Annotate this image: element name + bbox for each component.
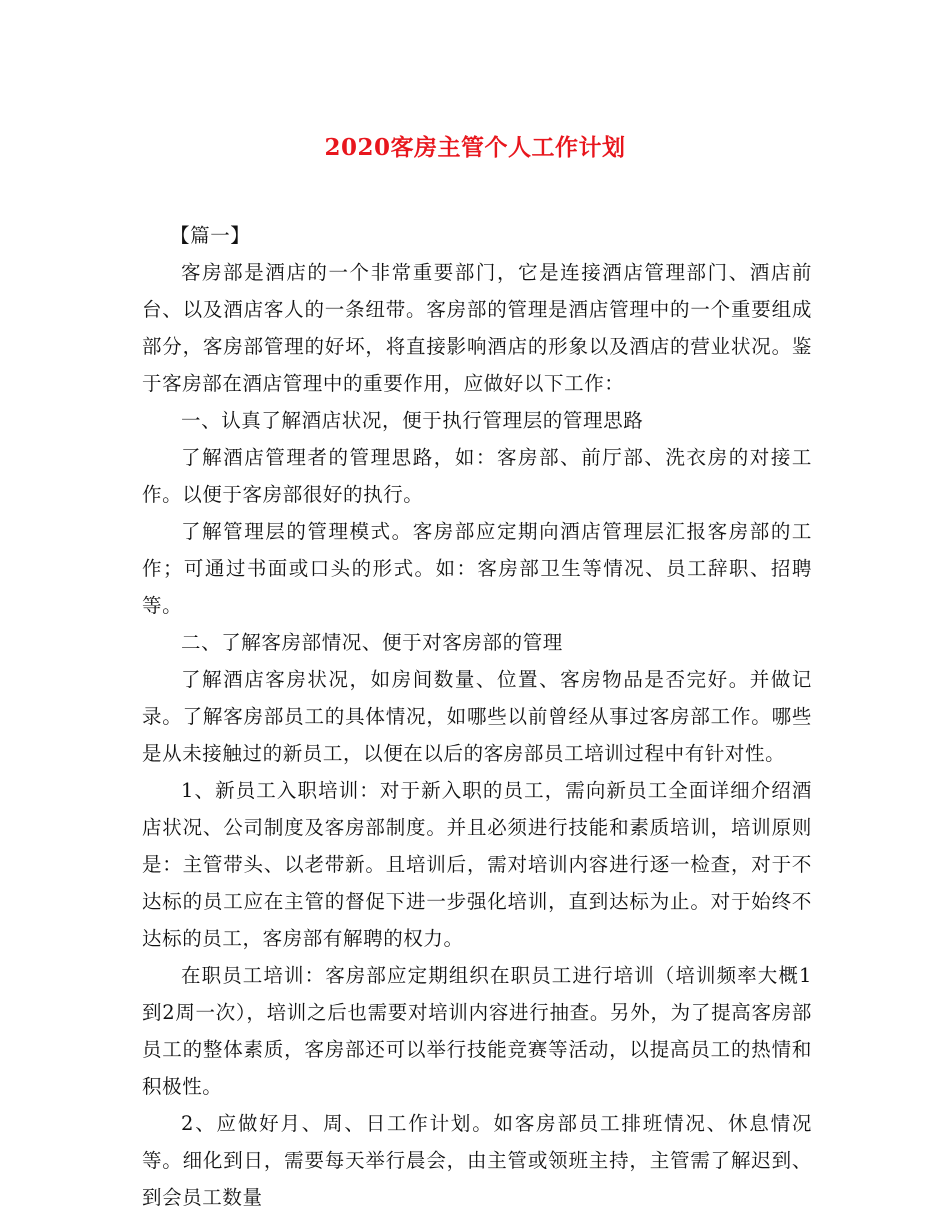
paragraph: 了解管理层的管理模式。客房部应定期向酒店管理层汇报客房部的工作；可通过书面或口头的形式。如：客房部卫生等情况、员工辞职、招聘等。 bbox=[142, 520, 812, 617]
subheading: 一、认真了解酒店状况，便于执行管理层的管理思路 bbox=[181, 409, 644, 432]
paragraph: 在职员工培训：客房部应定期组织在职员工进行培训（培训频率大概1到2周一次），培训之后也需要对培训内容进行抽查。另外，为了提高客房部员工的整体素质，客房部还可以举行技能竞赛等活动，以提高员工的热情和积极性。 bbox=[142, 964, 812, 1098]
paragraph: 了解酒店客房状况，如房间数量、位置、客房物品是否完好。并做记录。了解客房部员工的具体情况，如哪些以前曾经从事过客房部工作。哪些是从未接触过的新员工，以便在以后的客房部员工培训过程中有针对性。 bbox=[142, 668, 812, 765]
paragraph: 2、应做好月、周、日工作计划。如客房部员工排班情况、休息情况等。细化到日，需要每天举行晨会，由主管或领班主持，主管需了解迟到、到会员工数量 bbox=[142, 1112, 812, 1209]
paragraph: 客房部是酒店的一个非常重要部门，它是连接酒店管理部门、酒店前台、以及酒店客人的一条纽带。客房部的管理是酒店管理中的一个重要组成部分，客房部管理的好坏，将直接影响酒店的形象以及酒店的营业状况。鉴于客房部在酒店管理中的重要作用，应做好以下工作： bbox=[142, 261, 812, 395]
document-title: 2020客房主管个人工作计划 bbox=[324, 134, 626, 161]
document-body bbox=[142, 217, 812, 1216]
section-heading: 【篇一】 bbox=[170, 224, 251, 247]
subheading: 二、了解客房部情况、便于对客房部的管理 bbox=[181, 631, 563, 654]
paragraph: 1、新员工入职培训：对于新入职的员工，需向新员工全面详细介绍酒店状况、公司制度及客房部制度。并且必须进行技能和素质培训，培训原则是：主管带头、以老带新。且培训后，需对培训内容进行逐一检查，对于不达标的员工应在主管的督促下进一步强化培训，直到达标为止。对于始终不达标的员工，客房部有解聘的权力。 bbox=[142, 779, 812, 950]
paragraph: 了解酒店管理者的管理思路，如：客房部、前厅部、洗衣房的对接工作。以便于客房部很好的执行。 bbox=[142, 446, 812, 506]
